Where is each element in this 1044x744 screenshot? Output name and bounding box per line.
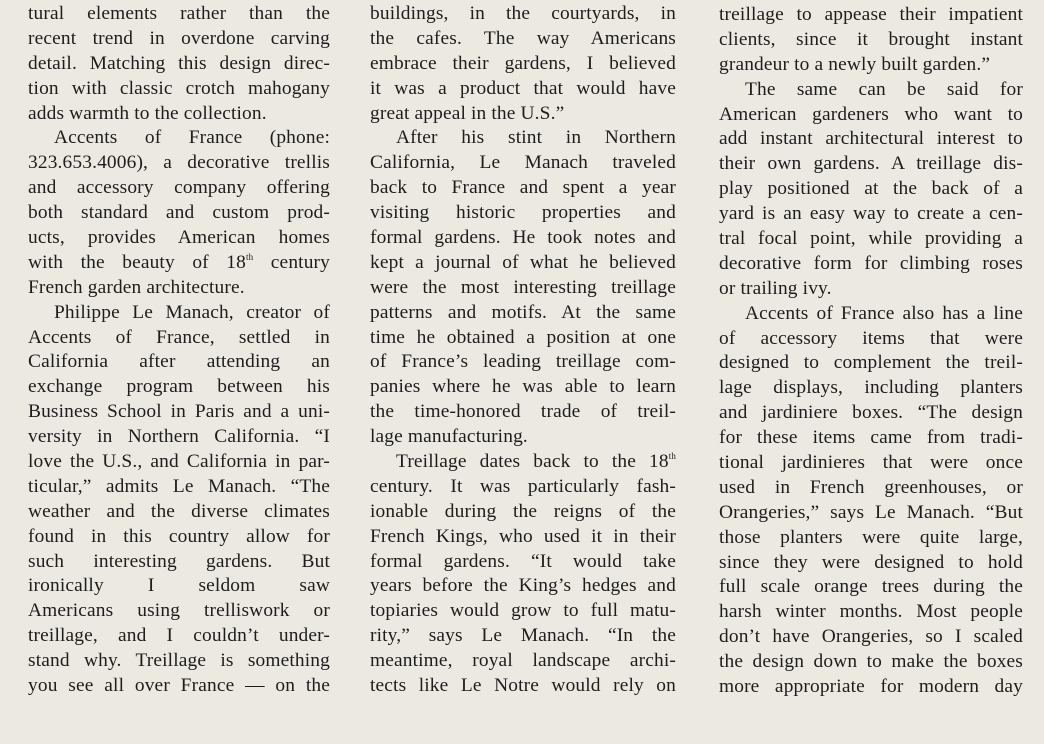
- text-line: [28, 126, 330, 151]
- text-line-content: or trailing ivy.: [719, 277, 832, 299]
- text-line-content: visiting historic properties and: [370, 202, 676, 224]
- text-line-content: tional jardinieres that were once: [719, 452, 1023, 474]
- text-line-content: you see all over France — on the: [28, 675, 330, 697]
- text-line-content: for these items came from tradi-: [719, 427, 1023, 449]
- text-line-content: French Kings, who used it in their: [370, 525, 676, 547]
- text-line: [28, 425, 330, 450]
- text-line: [28, 276, 330, 301]
- text-line-content: decorative form for climbing roses: [719, 252, 1023, 274]
- text-line: [28, 624, 330, 649]
- text-line-content: buildings, in the courtyards, in: [370, 3, 676, 24]
- text-line-content: treillage to appease their impatient: [719, 4, 1023, 25]
- text-line-content: more appropriate for modern day: [719, 676, 1023, 698]
- text-line: [370, 52, 676, 77]
- text-line: [28, 550, 330, 575]
- text-line: [28, 226, 330, 251]
- text-line: [719, 3, 1023, 28]
- text-line-content: of accessory items that were: [719, 327, 1023, 349]
- text-line: [719, 526, 1023, 551]
- text-line-content: great appeal in the U.S.”: [370, 102, 565, 124]
- text-line-content: ionable during the reigns of the: [370, 500, 676, 522]
- text-line: [370, 2, 676, 27]
- text-line: [719, 675, 1023, 700]
- text-line: [370, 375, 676, 400]
- text-line-content: it was a product that would have: [370, 77, 676, 99]
- text-line-content: rity,” says Le Manach. “In the: [370, 625, 676, 647]
- text-line-content: harsh winter months. Most people: [719, 601, 1023, 623]
- text-line: [370, 201, 676, 226]
- text-line-content: full scale orange trees during the: [719, 576, 1023, 598]
- text-line-content: American gardeners who want to: [719, 103, 1023, 125]
- text-line: [28, 27, 330, 52]
- text-line-content: Americans using trelliswork or: [28, 600, 330, 622]
- text-line-content: topiaries would grow to full matu-: [370, 600, 676, 622]
- text-line-content: tion with classic crotch mahogany: [28, 77, 330, 99]
- text-line: [28, 525, 330, 550]
- text-line: [719, 227, 1023, 252]
- text-line-content: those planters were quite large,: [719, 526, 1023, 548]
- text-line: [719, 401, 1023, 426]
- text-line-content: time he obtained a position at one: [370, 326, 676, 348]
- text-line-content: After his stint in Northern: [396, 127, 676, 149]
- text-line-content: Business School in Paris and a uni-: [28, 401, 330, 423]
- text-line: [370, 400, 676, 425]
- text-line-content: 323.653.4006), a decorative trellis: [28, 152, 330, 174]
- text-line: [370, 425, 676, 450]
- text-line-content: recent trend in overdone carving: [28, 27, 330, 49]
- text-line-content: the time-honored trade of treil-: [370, 401, 676, 423]
- text-line: [719, 476, 1023, 501]
- text-line: [370, 550, 676, 575]
- text-line: [370, 77, 676, 102]
- text-line: [28, 350, 330, 375]
- text-line-content: century. It was particularly fash-: [370, 475, 676, 497]
- text-line: [719, 327, 1023, 352]
- text-line-content: tral focal point, while providing a: [719, 228, 1023, 250]
- text-line: [28, 77, 330, 102]
- text-line: [719, 28, 1023, 53]
- text-line: [28, 599, 330, 624]
- text-line-content: since they were designed to hold: [719, 551, 1023, 573]
- text-line-content: patterns and motifs. At the same: [370, 301, 676, 323]
- text-line: [28, 151, 330, 176]
- text-line: [370, 500, 676, 525]
- text-line: [370, 102, 676, 127]
- text-line-content: versity in Northern California. “I: [28, 426, 330, 448]
- text-line: [28, 102, 330, 127]
- text-line: [719, 302, 1023, 327]
- text-line-content: tural elements rather than the: [28, 3, 330, 24]
- text-line-content: formal gardens. “It would take: [370, 550, 676, 572]
- text-line: [719, 451, 1023, 476]
- text-line: [28, 574, 330, 599]
- text-line-content: both standard and custom prod-: [28, 202, 330, 224]
- text-line-content: add instant architectural interest to: [719, 128, 1023, 150]
- text-line-content: tects like Le Notre would rely on: [370, 675, 676, 697]
- article-column-2: [370, 2, 676, 699]
- text-line: [28, 326, 330, 351]
- text-line-content: adds warmth to the collection.: [28, 102, 267, 124]
- text-line-content: back to France and spent a year: [370, 177, 676, 199]
- text-line-content: ironically I seldom saw: [28, 575, 330, 597]
- text-line: [370, 649, 676, 674]
- text-line-content: the design down to make the boxes: [719, 651, 1023, 673]
- text-line: [370, 226, 676, 251]
- superscript: th: [245, 251, 254, 262]
- text-line: [719, 152, 1023, 177]
- text-line-content: and accessory company offering: [28, 177, 330, 199]
- text-line: [370, 126, 676, 151]
- text-line-content: found in this country allow for: [28, 525, 330, 547]
- text-line-content: were the most interesting treillage: [370, 276, 676, 298]
- text-line-content: panies where he was able to learn: [370, 376, 676, 398]
- text-line: [28, 375, 330, 400]
- text-line: [28, 674, 330, 699]
- text-line: [719, 177, 1023, 202]
- text-line-content: of France’s leading treillage com-: [370, 351, 676, 373]
- text-line-content: California, Le Manach traveled: [370, 152, 676, 174]
- text-line: [719, 351, 1023, 376]
- text-line-content: grandeur to a newly built garden.”: [719, 53, 991, 75]
- text-line: [28, 649, 330, 674]
- text-line: [370, 176, 676, 201]
- article-column-3: [719, 3, 1023, 700]
- text-line: [370, 350, 676, 375]
- text-line: [719, 650, 1023, 675]
- text-line: [28, 500, 330, 525]
- text-line-content: clients, since it brought instant: [719, 28, 1023, 50]
- text-line-content: Accents of France also has a line: [745, 302, 1023, 324]
- text-line-content: California after attending an: [28, 351, 330, 373]
- text-line-content: used in French greenhouses, or: [719, 476, 1023, 498]
- text-line-content: meantime, royal landscape archi-: [370, 650, 676, 672]
- text-line-content: Accents of France, settled in: [28, 326, 330, 348]
- text-line: [370, 27, 676, 52]
- text-line: [28, 201, 330, 226]
- text-line: [370, 574, 676, 599]
- text-line-content: their own gardens. A treillage dis-: [719, 153, 1023, 175]
- text-line: [719, 600, 1023, 625]
- superscript: th: [668, 451, 676, 462]
- text-line: [28, 52, 330, 77]
- text-line: [719, 501, 1023, 526]
- text-line-content: lage displays, including planters: [719, 377, 1023, 399]
- text-line-content: love the U.S., and California in par-: [28, 451, 330, 473]
- text-line: [719, 277, 1023, 302]
- text-line-content: The same can be said for: [745, 78, 1023, 100]
- text-line: [28, 400, 330, 425]
- text-line-content: play positioned at the back of a: [719, 178, 1023, 200]
- text-line: [719, 551, 1023, 576]
- text-line-content: French garden architecture.: [28, 276, 245, 298]
- text-line: [719, 252, 1023, 277]
- text-line-content: with the beauty of 18: [28, 251, 246, 273]
- text-line: [719, 103, 1023, 128]
- text-line-content: lage manufacturing.: [370, 426, 528, 448]
- text-line: [370, 326, 676, 351]
- text-line: [719, 53, 1023, 78]
- text-line-content: the cafes. The way Americans: [370, 27, 676, 49]
- text-line-content: kept a journal of what he believed: [370, 251, 676, 273]
- text-line: [370, 525, 676, 550]
- text-line-content: don’t have Orangeries, so I scaled: [719, 626, 1023, 648]
- text-line-content: and jardiniere boxes. “The design: [719, 402, 1023, 424]
- text-line-content: formal gardens. He took notes and: [370, 227, 676, 249]
- text-line: [370, 674, 676, 699]
- text-line-content: designed to complement the treil-: [719, 352, 1023, 374]
- text-line: [370, 251, 676, 276]
- text-line-content: detail. Matching this design direc-: [28, 52, 330, 74]
- text-line-content: Treillage dates back to the 18: [396, 451, 669, 473]
- text-line-content: embrace their gardens, I believed: [370, 52, 676, 74]
- text-line-content: Accents of France (phone:: [54, 127, 330, 149]
- text-line-content: yard is an easy way to create a cen-: [719, 203, 1023, 225]
- text-line: [719, 426, 1023, 451]
- text-line-continuation: century: [253, 251, 330, 273]
- text-line-content: such interesting gardens. But: [28, 550, 330, 572]
- text-line: [28, 2, 330, 27]
- text-line-content: stand why. Treillage is something: [28, 650, 330, 672]
- text-line: [719, 202, 1023, 227]
- text-line-content: Orangeries,” says Le Manach. “But: [719, 501, 1023, 523]
- text-line-content: exchange program between his: [28, 376, 330, 398]
- text-line: [28, 251, 330, 276]
- text-line: [370, 450, 676, 475]
- text-line-content: Philippe Le Manach, creator of: [54, 301, 330, 323]
- text-line: [719, 376, 1023, 401]
- text-line: [719, 78, 1023, 103]
- text-line-content: ucts, provides American homes: [28, 227, 330, 249]
- text-line-content: ticular,” admits Le Manach. “The: [28, 475, 330, 497]
- text-line-content: weather and the diverse climates: [28, 500, 330, 522]
- text-line: [28, 301, 330, 326]
- text-line: [370, 624, 676, 649]
- text-line: [28, 450, 330, 475]
- article-column-1: [28, 2, 330, 699]
- text-line: [370, 151, 676, 176]
- text-line: [719, 575, 1023, 600]
- text-line: [719, 127, 1023, 152]
- text-line-content: years before the King’s hedges and: [370, 575, 676, 597]
- text-line: [28, 475, 330, 500]
- text-line: [370, 599, 676, 624]
- text-line: [28, 176, 330, 201]
- text-line: [719, 625, 1023, 650]
- text-line: [370, 301, 676, 326]
- text-line: [370, 475, 676, 500]
- text-line: [370, 276, 676, 301]
- text-line-content: treillage, and I couldn’t under-: [28, 625, 330, 647]
